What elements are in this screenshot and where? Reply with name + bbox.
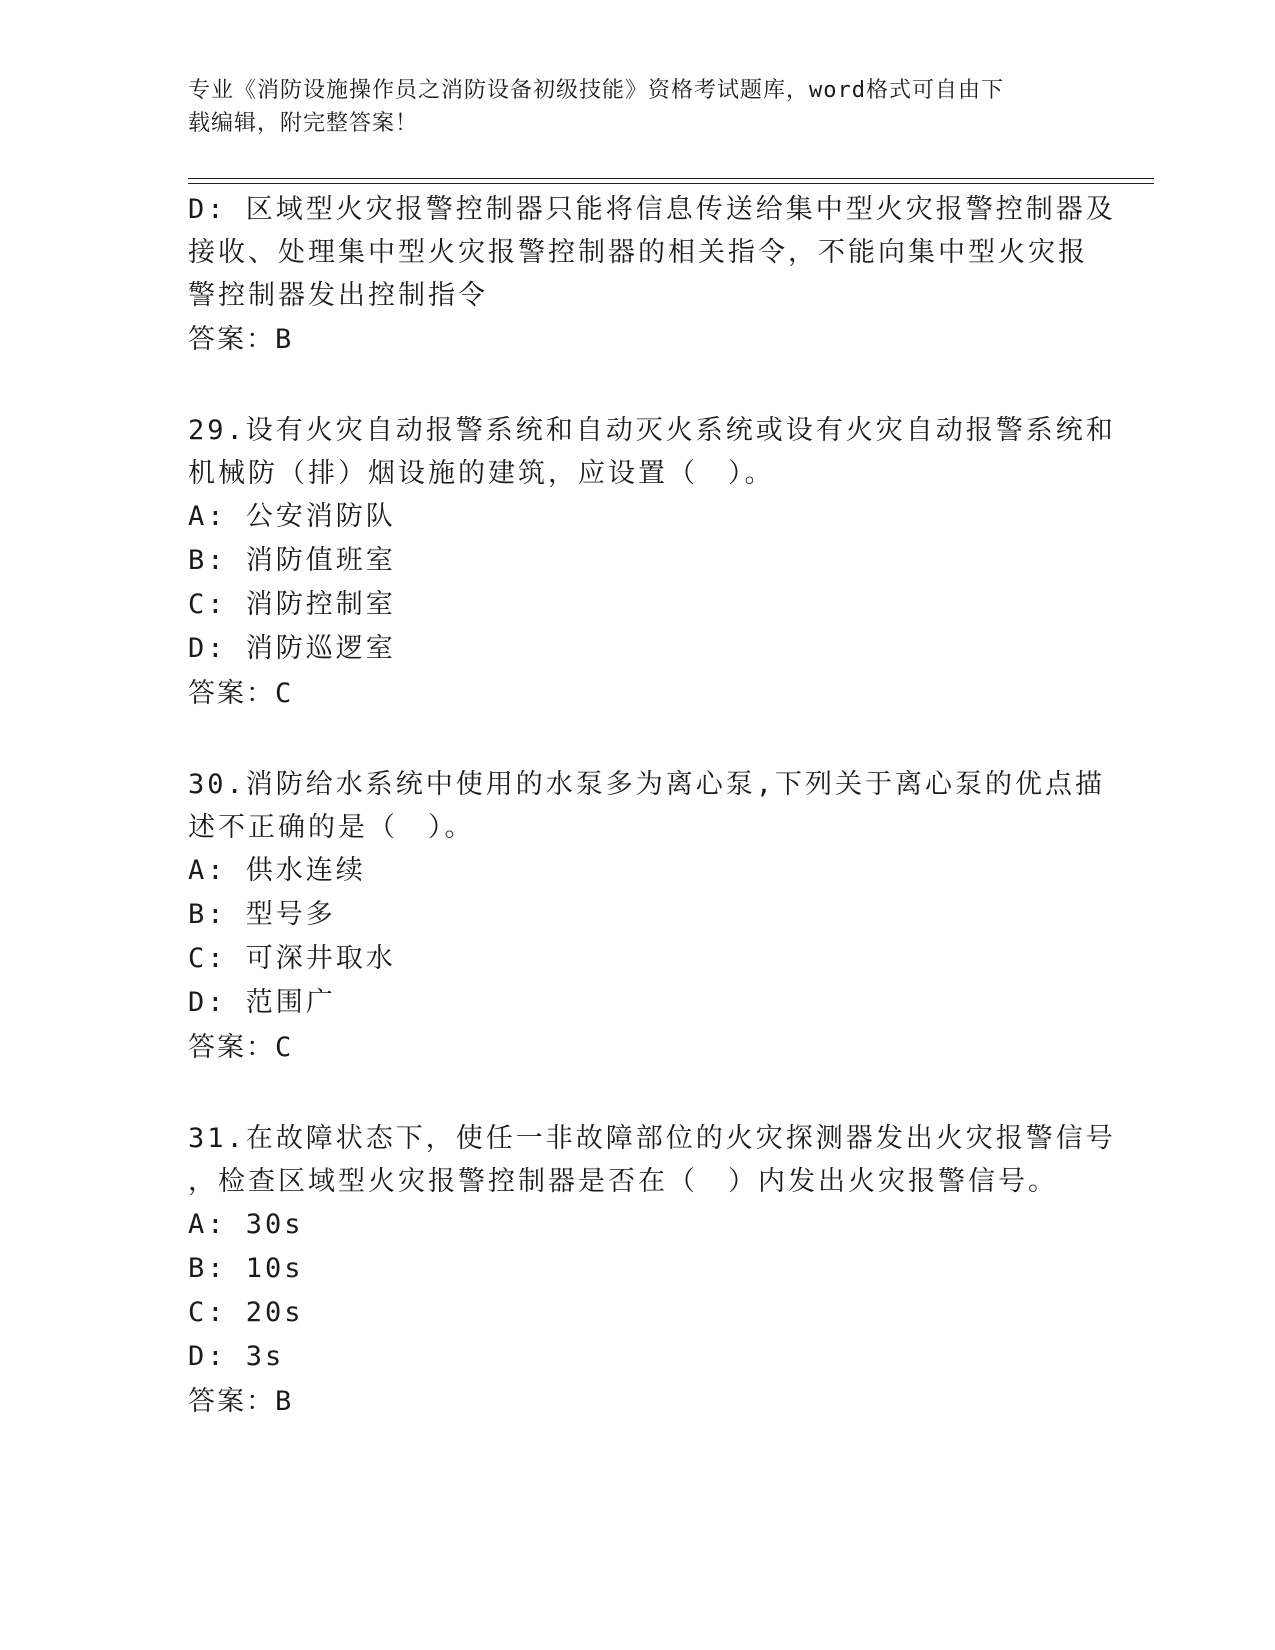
option-d-line-3: 警控制器发出控制指令: [188, 280, 488, 311]
option-c: C: 20s: [188, 1297, 304, 1328]
option-a: A: 公安消防队: [188, 501, 396, 532]
question-30: [188, 763, 1106, 1070]
answer-line: [188, 317, 1088, 362]
question-stem-line-1: 31.在故障状态下，使任一非故障部位的火灾探测器发出火灾报警信号: [188, 1123, 1116, 1154]
option-d: D: 消防巡逻室: [188, 633, 396, 664]
option-c: C: 消防控制室: [188, 589, 396, 620]
question-29: [188, 409, 1116, 716]
answer-value: C: [275, 1032, 294, 1063]
question-stem-line-2: ，检查区域型火灾报警控制器是否在（ ）内发出火灾报警信号。: [188, 1166, 1058, 1197]
option-d: D: 范围广: [188, 987, 336, 1018]
question-content: [188, 188, 1116, 1424]
question-stem-line-2: 述不正确的是（ ）。: [188, 812, 475, 843]
answer-label: 答案：: [188, 1032, 275, 1063]
answer-value: C: [275, 678, 294, 709]
header-divider-top: [188, 178, 1154, 179]
option-a: A: 30s: [188, 1209, 304, 1240]
answer-label: 答案：: [188, 678, 275, 709]
question-stem-line-1: 30.消防给水系统中使用的水泵多为离心泵,下列关于离心泵的优点描: [188, 769, 1106, 800]
spacer: [188, 1070, 1088, 1117]
option-a: A: 供水连续: [188, 855, 366, 886]
answer-line: [188, 1025, 1088, 1070]
spacer: [188, 362, 1088, 409]
header-divider-bottom: [188, 183, 1154, 184]
page-header: [188, 74, 1088, 140]
header-line-1: 专业《消防设施操作员之消防设备初级技能》资格考试题库，word格式可自由下: [188, 78, 1004, 103]
option-b: B: 型号多: [188, 899, 336, 930]
option-b: B: 消防值班室: [188, 545, 396, 576]
option-d-line-1: D: 区域型火灾报警控制器只能将信息传送给集中型火灾报警控制器及: [188, 194, 1116, 225]
question-31: [188, 1117, 1116, 1424]
previous-question-tail: [188, 188, 1116, 362]
header-line-2: 载编辑，附完整答案！: [188, 111, 419, 136]
answer-line: [188, 1379, 1088, 1424]
option-b: B: 10s: [188, 1253, 304, 1284]
answer-value: B: [275, 1386, 294, 1417]
option-c: C: 可深井取水: [188, 943, 396, 974]
answer-label: 答案：: [188, 1386, 275, 1417]
option-d-line-2: 接收、处理集中型火灾报警控制器的相关指令，不能向集中型火灾报: [188, 237, 1088, 268]
answer-label: 答案：: [188, 324, 275, 355]
question-stem-line-2: 机械防（排）烟设施的建筑，应设置（ ）。: [188, 458, 775, 489]
answer-value: B: [275, 324, 294, 355]
option-d: D: 3s: [188, 1341, 285, 1372]
answer-line: [188, 671, 1088, 716]
question-stem-line-1: 29.设有火灾自动报警系统和自动灭火系统或设有火灾自动报警系统和: [188, 415, 1116, 446]
spacer: [188, 716, 1088, 763]
